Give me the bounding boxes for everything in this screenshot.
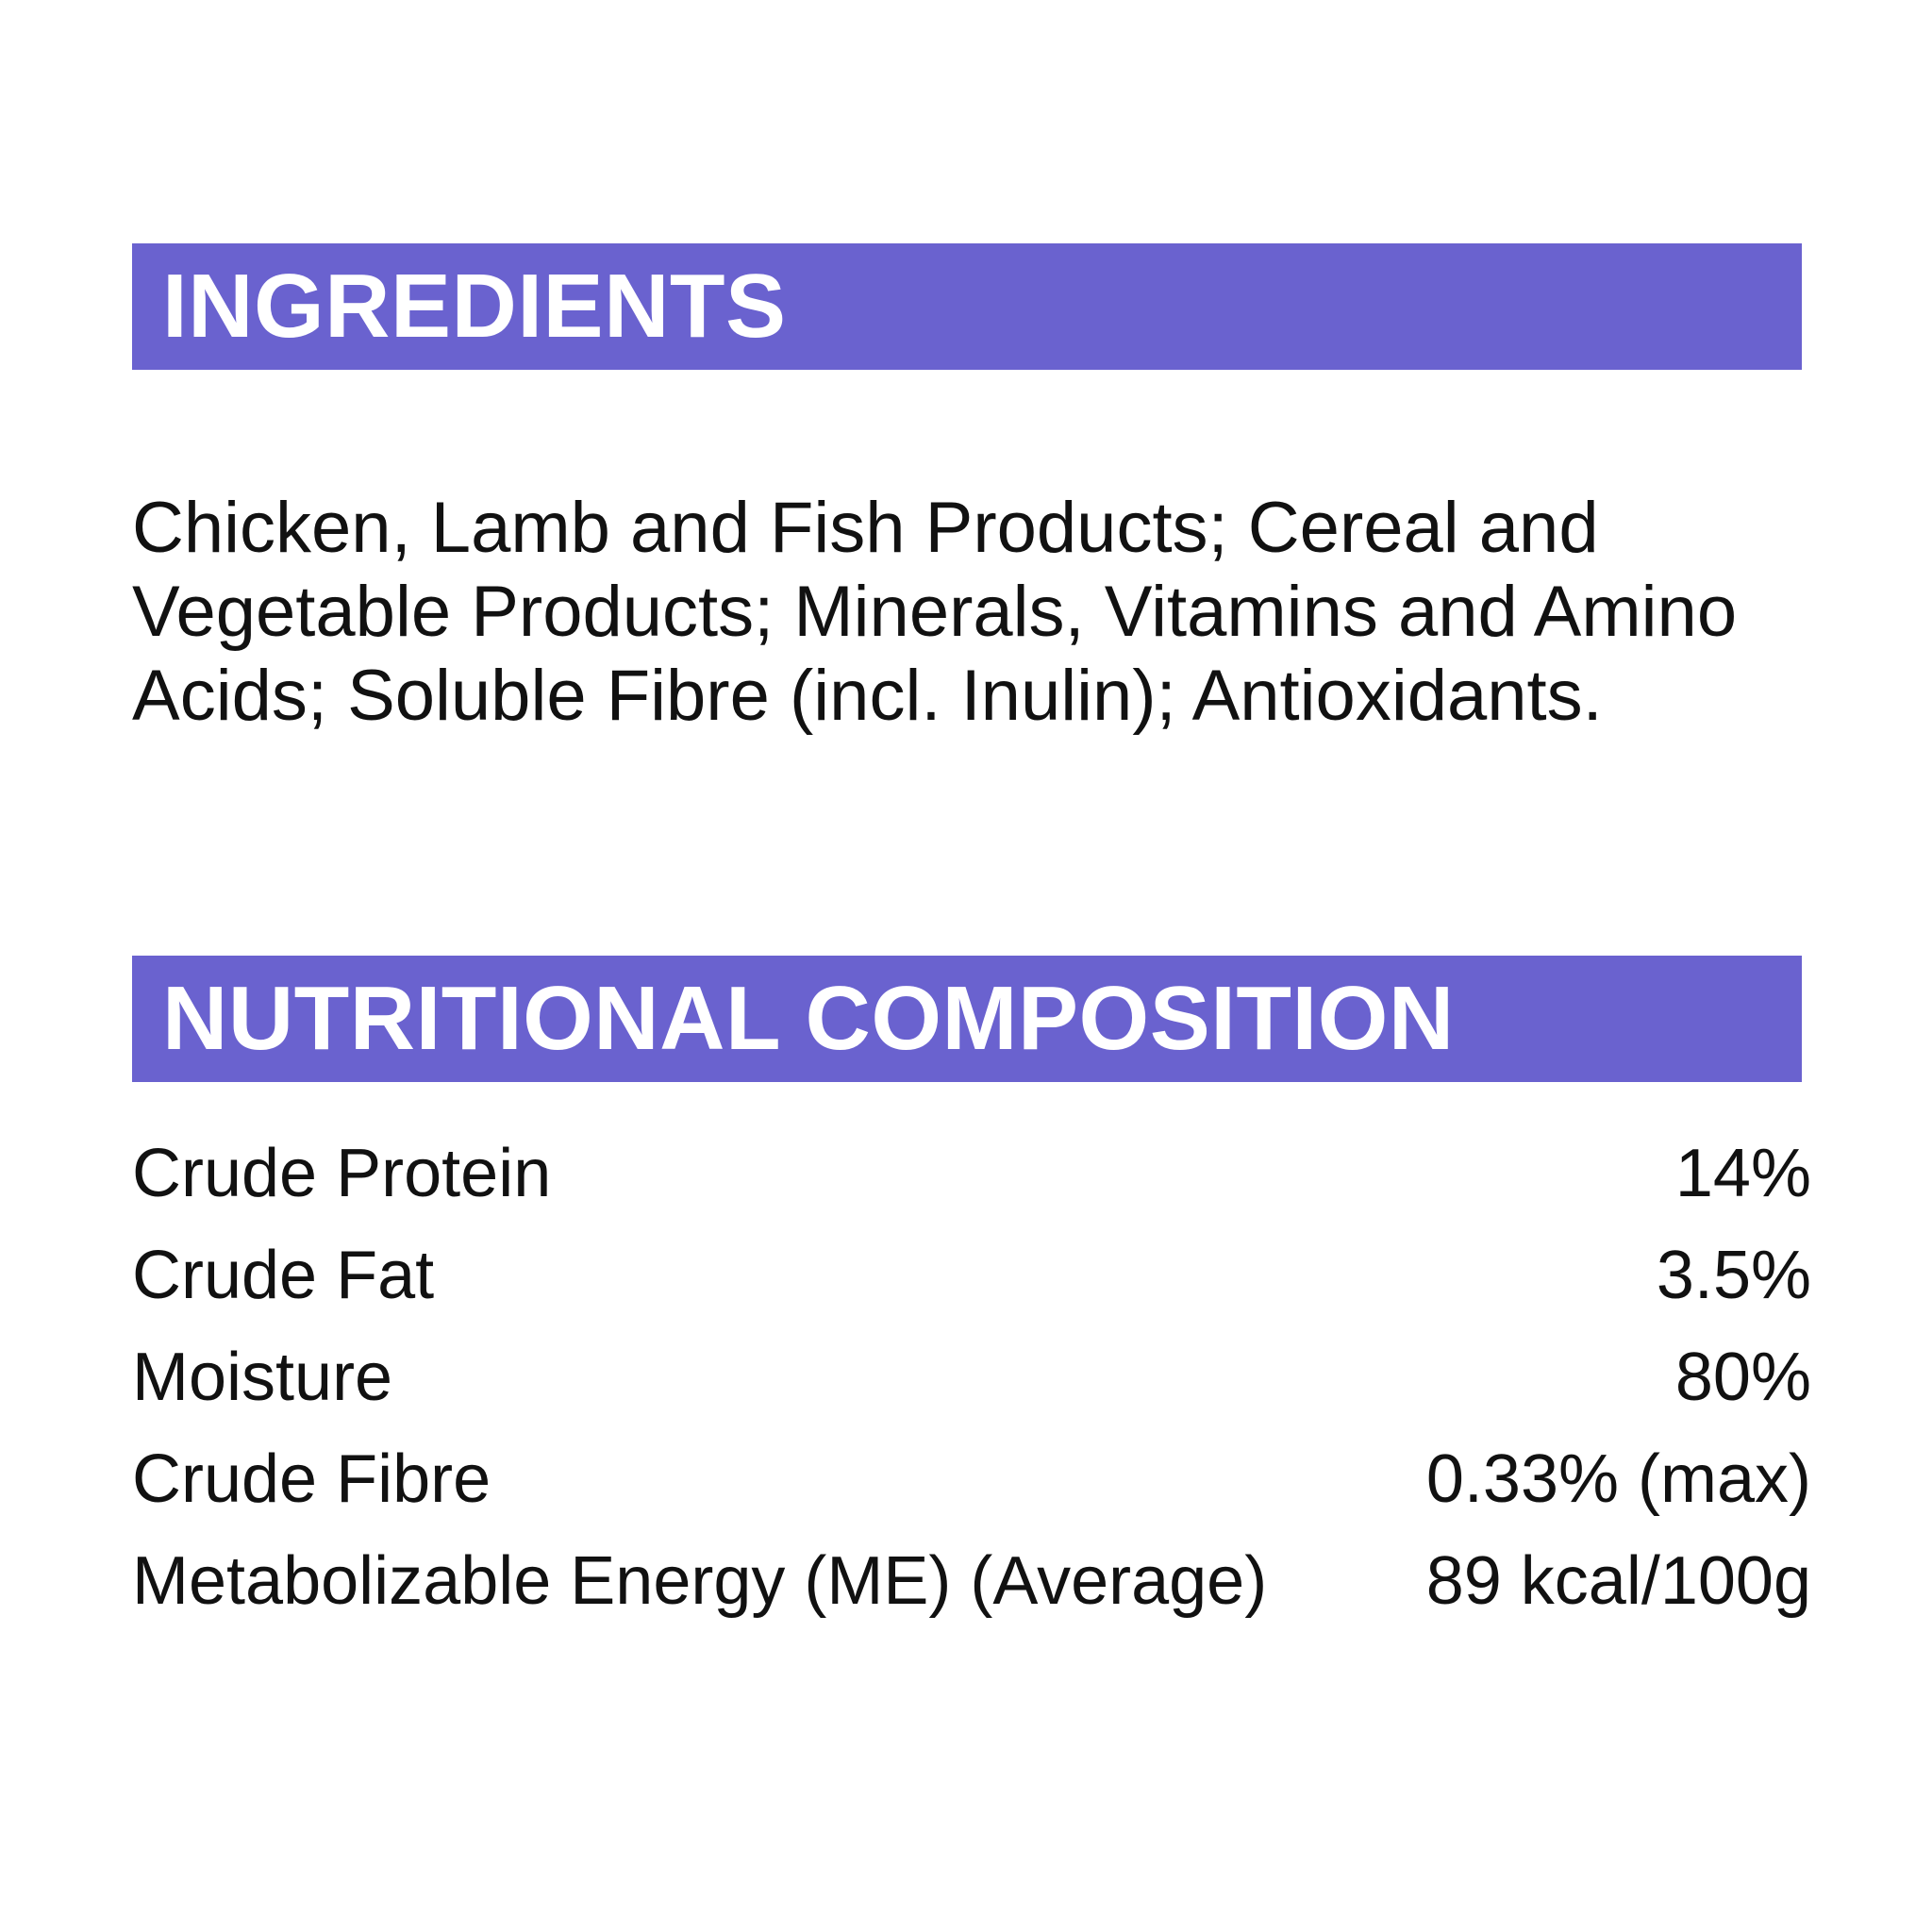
table-row: [132, 1326, 1811, 1428]
table-row: [132, 1123, 1811, 1224]
ingredients-section-header: [132, 243, 1802, 370]
nutrient-value: 3.5%: [1656, 1238, 1811, 1313]
nutrient-name: Crude Fat: [132, 1238, 435, 1313]
nutrient-value: 80%: [1674, 1340, 1811, 1415]
nutrition-heading: NUTRITIONAL COMPOSITION: [162, 968, 1455, 1069]
nutrient-name: Crude Protein: [132, 1136, 552, 1211]
table-row: [132, 1530, 1811, 1632]
nutrition-table-body: [132, 1123, 1811, 1632]
nutrition-section-header: [132, 956, 1802, 1082]
nutrient-name: Crude Fibre: [132, 1441, 491, 1517]
table-row: [132, 1224, 1811, 1326]
table-row: [132, 1428, 1811, 1530]
ingredients-text: Chicken, Lamb and Fish Products; Cereal and Vegetable Products; Minerals, Vitamins and Amino Acids; Soluble Fibre (incl. Inulin); Antioxidants.: [132, 488, 1738, 736]
nutrient-value: 89 kcal/100g: [1425, 1543, 1811, 1619]
nutrient-name: Moisture: [132, 1340, 393, 1415]
nutrition-table: [132, 1123, 1811, 1632]
nutrient-value: 14%: [1674, 1136, 1811, 1211]
ingredients-heading: INGREDIENTS: [162, 256, 787, 357]
nutrient-name: Metabolizable Energy (ME) (Average): [132, 1543, 1268, 1619]
nutrient-value: 0.33% (max): [1425, 1441, 1811, 1517]
